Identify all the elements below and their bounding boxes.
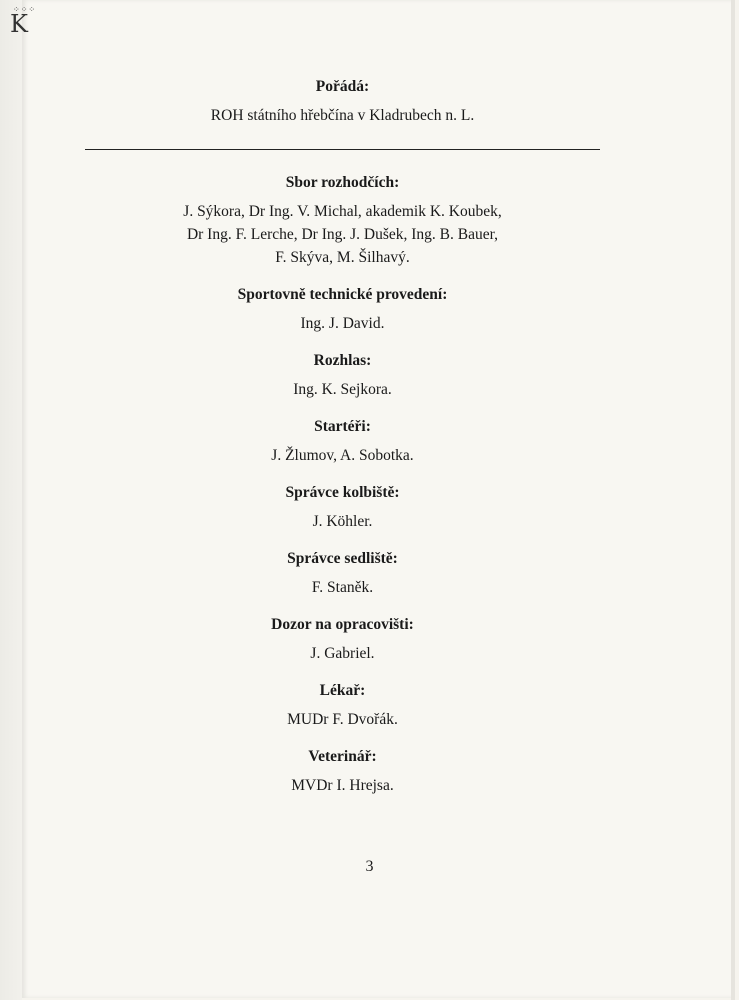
section-heading: Startéři: <box>314 418 371 435</box>
section-line: Dr Ing. F. Lerche, Dr Ing. J. Dušek, Ing. B. Bauer, <box>186 226 499 243</box>
section-starters <box>85 416 600 467</box>
section-heading: Rozhlas: <box>313 352 372 369</box>
section-judges <box>85 172 600 269</box>
section-arena-manager <box>85 482 600 533</box>
section-broadcast <box>85 350 600 401</box>
section-line: J. Köhler. <box>312 513 373 530</box>
section-saddling-manager <box>85 548 600 599</box>
separator-line <box>85 149 600 150</box>
section-line: MUDr F. Dvořák. <box>287 711 398 728</box>
section-doctor <box>85 680 600 731</box>
organizer-heading: Pořádá: <box>315 78 370 95</box>
program-content <box>85 76 600 812</box>
section-heading: Sbor rozhodčích: <box>285 174 400 191</box>
logo-letter: K <box>10 10 28 38</box>
logo-crown-icon: ⁘⁘⁘ <box>13 5 37 14</box>
section-line: J. Sýkora, Dr Ing. V. Michal, akademik K. Koubek, <box>183 203 502 220</box>
section-heading: Správce sedliště: <box>287 550 398 567</box>
section-heading: Lékař: <box>319 682 366 699</box>
section-line: J. Žlumov, A. Sobotka. <box>271 447 414 464</box>
section-line: F. Skýva, M. Šilhavý. <box>275 249 410 266</box>
section-line: Ing. K. Sejkora. <box>293 381 392 398</box>
section-veterinarian <box>85 746 600 797</box>
library-logo <box>10 5 37 38</box>
section-technical <box>85 284 600 335</box>
section-line: J. Gabriel. <box>310 645 375 662</box>
section-warmup-supervision <box>85 614 600 665</box>
section-line: Ing. J. David. <box>300 315 385 332</box>
organizer-text: ROH státního hřebčína v Kladrubech n. L. <box>210 107 475 124</box>
organizer-block <box>85 76 600 127</box>
section-heading: Veterinář: <box>308 748 377 765</box>
section-heading: Dozor na opracovišti: <box>271 616 414 633</box>
page-right-edge <box>731 0 735 1000</box>
section-heading: Sportovně technické provedení: <box>237 286 448 303</box>
section-line: F. Staněk. <box>311 579 374 596</box>
page-number: 3 <box>365 858 374 875</box>
page-spine <box>0 0 22 1000</box>
section-heading: Správce kolbiště: <box>285 484 400 501</box>
section-line: MVDr I. Hrejsa. <box>291 777 394 794</box>
